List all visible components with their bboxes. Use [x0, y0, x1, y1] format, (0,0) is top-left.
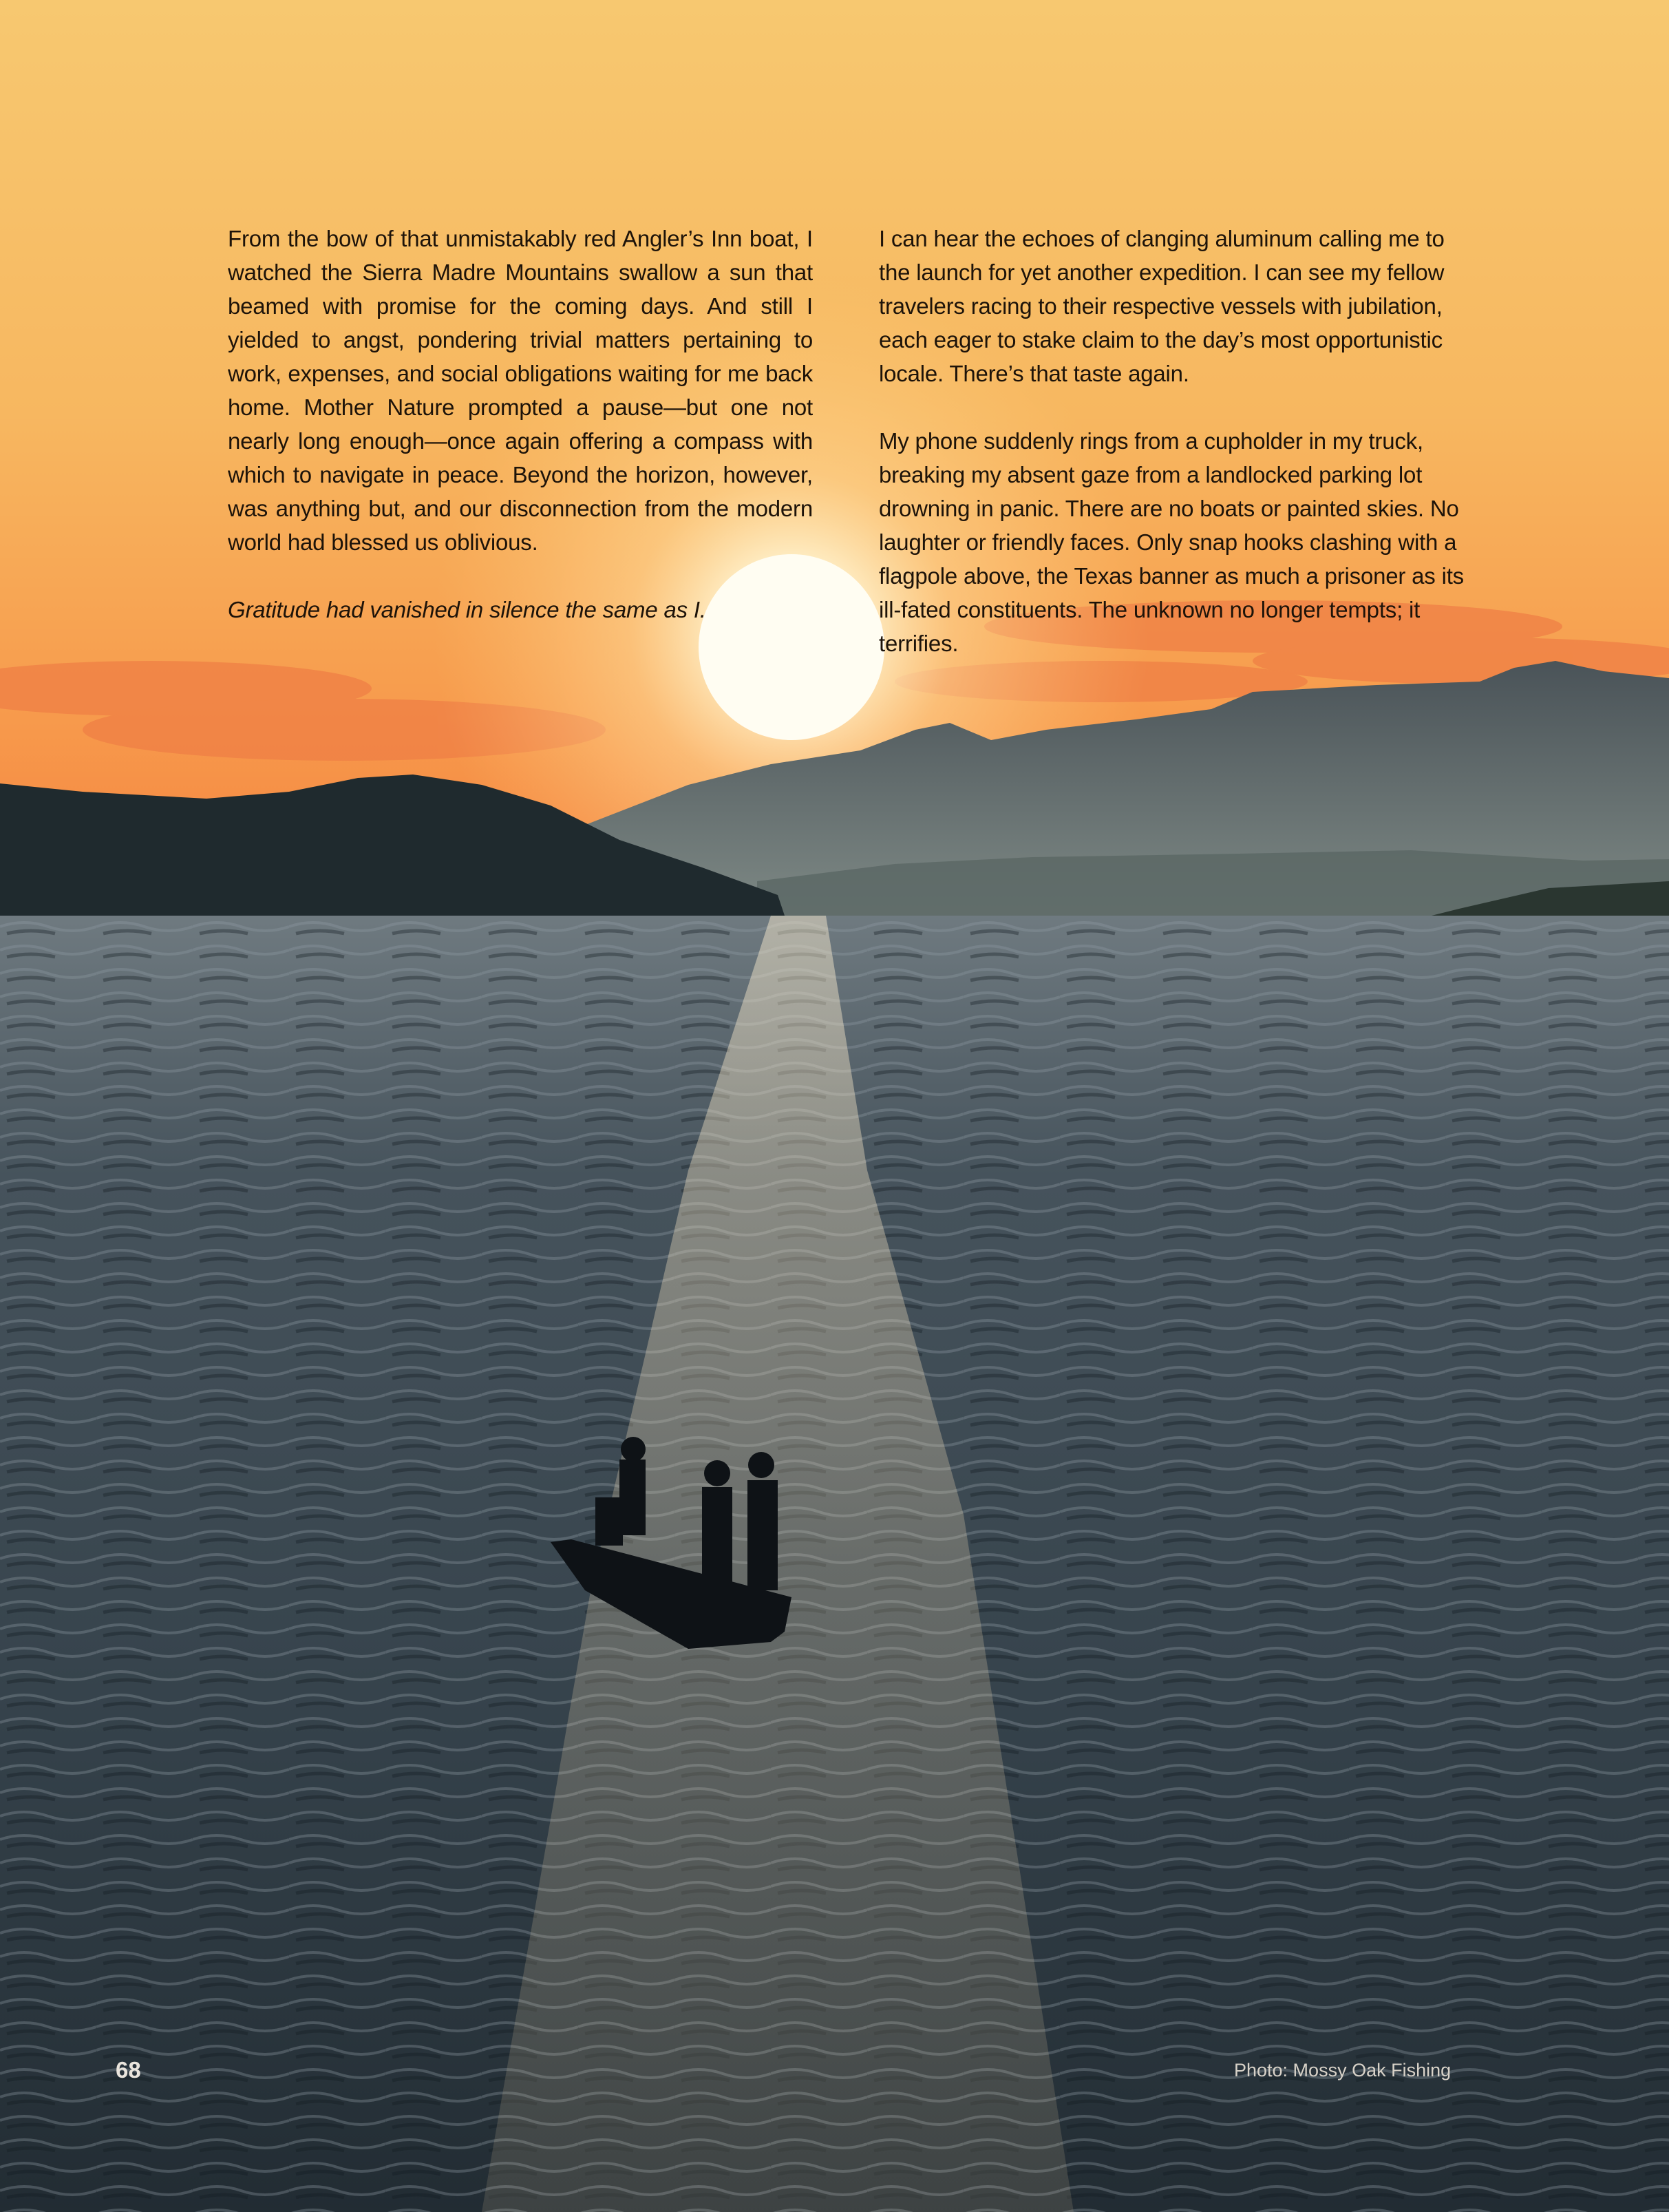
paragraph: My phone suddenly rings from a cupholder in my truck, breaking my absent gaze from a landlocked parking lot drowning in panic. There are no boats or painted skies. No laughter or friendly faces. Only snap hooks clashing with a flagpole above, the Texas banner as much a prisoner as its ill-fated constituents. The unknown no longer tempts; it terrifies.: [879, 428, 1464, 656]
italic-pull-line: Gratitude had vanished in silence the same as I.: [228, 597, 706, 622]
photo-credit: Photo: Mossy Oak Fishing: [1234, 2060, 1452, 2081]
article-column-right: [879, 222, 1464, 694]
article-column-left: [228, 222, 813, 660]
paragraph: I can hear the echoes of clanging aluminum calling me to the launch for yet another expedition. I can see my fellow travelers racing to their respective vessels with jubilation, each eager to stake claim to the day’s most opportunistic locale. There’s that taste again.: [879, 226, 1445, 386]
page-number: 68: [116, 2057, 141, 2083]
paragraph: From the bow of that unmistakably red Angler’s Inn boat, I watched the Sierra Madre Mountains swallow a sun that beamed with promise for the coming days. And still I yielded to angst, pondering trivial matters pertaining to work, expenses, and social obligations waiting for me back home. Mother Nature prompted a pause—but one not nearly long enough—once again offering a compass with which to navigate in peace. Beyond the horizon, however, was anything but, and our disconnection from the modern world had blessed us oblivious.: [228, 226, 813, 555]
